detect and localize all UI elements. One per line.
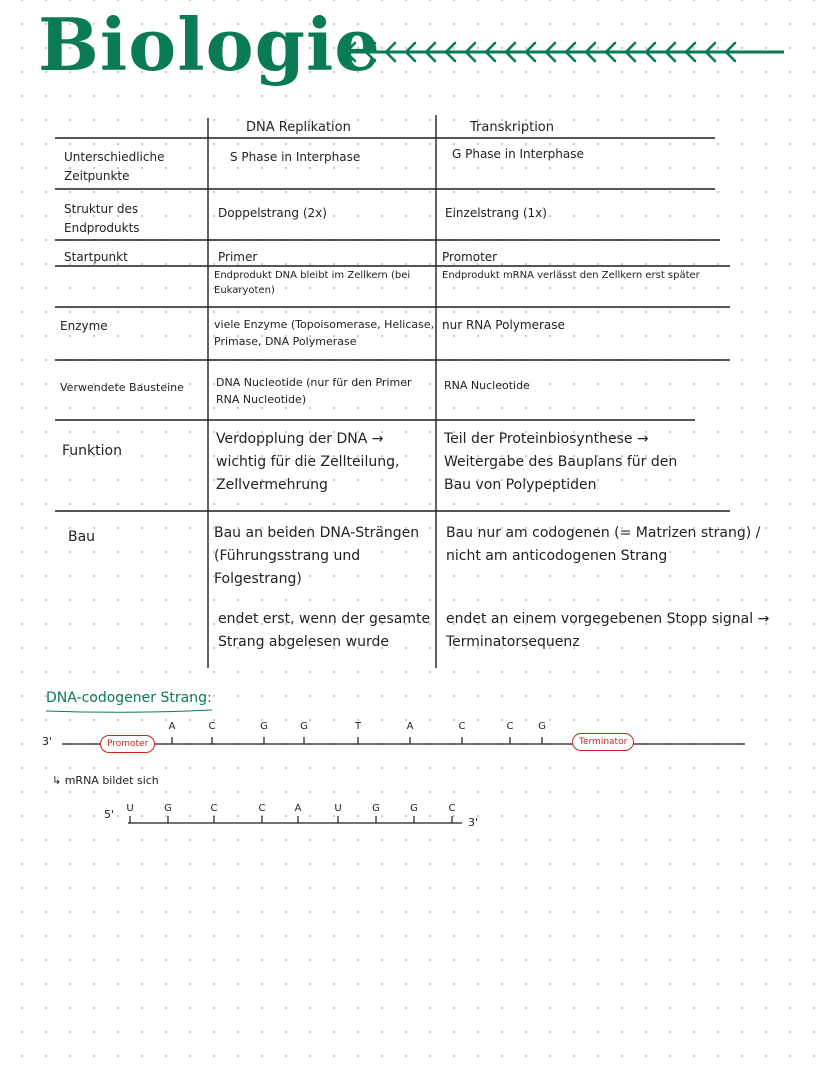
cell-trans-bau: Bau nur am codogenen (= Matrizen strang) / nicht am anticodogenen Strang <box>446 525 761 564</box>
dna-base: C <box>506 721 514 732</box>
cell-dna-funktion: Verdopplung der DNA → wichtig für die Zellteilung, Zellvermehrung <box>216 431 400 493</box>
mrna-base: G <box>164 803 172 814</box>
row-label-struktur: Struktur des Endprodukts <box>64 202 140 235</box>
mrna-base: C <box>258 803 266 814</box>
page-title: Biologie <box>38 2 382 87</box>
dna-base: A <box>168 721 176 732</box>
mrna-base: U <box>334 803 342 814</box>
row-label-bausteine: Verwendete Bausteine <box>60 381 184 394</box>
dna-base: T <box>354 721 362 732</box>
row-label-bau: Bau <box>68 529 96 545</box>
cell-dna-bausteine: DNA Nucleotide (nur für den Primer RNA Nucleotide) <box>216 376 412 406</box>
cell-dna-startpunkt: Primer <box>218 250 258 264</box>
mrna-base: U <box>126 803 134 814</box>
cell-trans-funktion: Teil der Proteinbiosynthese → Weitergabe des Bauplans für den Bau von Polypeptiden <box>444 431 678 493</box>
row-label-zeitpunkte: Unterschiedliche Zeitpunkte <box>64 150 165 183</box>
mrna-base: C <box>448 803 456 814</box>
column-header-transcription: Transkription <box>470 120 554 135</box>
dna-3prime-label: 3' <box>42 735 53 748</box>
cell-dna-struktur: Doppelstrang (2x) <box>218 206 327 220</box>
cell-dna-endprodukt: Endprodukt DNA bleibt im Zellkern (bei Eukaryoten) <box>214 270 411 296</box>
cell-trans-endprodukt: Endprodukt mRNA verlässt den Zellkern erst später <box>442 270 700 281</box>
row-label-startpunkt: Startpunkt <box>64 250 128 264</box>
mrna-base: G <box>372 803 380 814</box>
mrna-3prime-label: 3' <box>468 816 479 829</box>
row-label-funktion: Funktion <box>62 443 122 459</box>
mrna-5prime-label: 5' <box>104 808 115 821</box>
cell-trans-bausteine: RNA Nucleotide <box>444 379 530 392</box>
dna-base: G <box>538 721 546 732</box>
mrna-note: ↳ mRNA bildet sich <box>52 774 159 787</box>
dna-base: G <box>260 721 268 732</box>
cell-dna-zeitpunkte: S Phase in Interphase <box>230 150 361 164</box>
column-header-dna-replication: DNA Replikation <box>246 120 351 135</box>
dna-base: A <box>406 721 414 732</box>
dna-base: C <box>458 721 466 732</box>
cell-dna-ende: endet erst, wenn der gesamte Strang abgelesen wurde <box>218 611 431 650</box>
cell-trans-startpunkt: Promoter <box>442 250 498 264</box>
diagram-heading: DNA-codogener Strang: <box>46 690 212 706</box>
mrna-base: A <box>294 803 302 814</box>
dna-base: G <box>300 721 308 732</box>
mrna-base: G <box>410 803 418 814</box>
terminator-badge: Terminator <box>572 733 634 751</box>
cell-dna-enzyme: viele Enzyme (Topoisomerase, Helicase, Primase, DNA Polymerase <box>214 318 435 348</box>
cell-dna-bau: Bau an beiden DNA-Strängen (Führungsstrang und Folgestrang) <box>214 525 420 587</box>
promoter-badge: Promoter <box>100 735 155 753</box>
cell-trans-struktur: Einzelstrang (1x) <box>445 206 547 220</box>
dna-base: C <box>208 721 216 732</box>
cell-trans-zeitpunkte: G Phase in Interphase <box>452 147 584 161</box>
row-label-enzyme: Enzyme <box>60 319 108 333</box>
cell-trans-enzyme: nur RNA Polymerase <box>442 318 565 332</box>
cell-trans-ende: endet an einem vorgegebenen Stopp signal → Terminatorsequenz <box>446 611 770 650</box>
mrna-base: C <box>210 803 218 814</box>
